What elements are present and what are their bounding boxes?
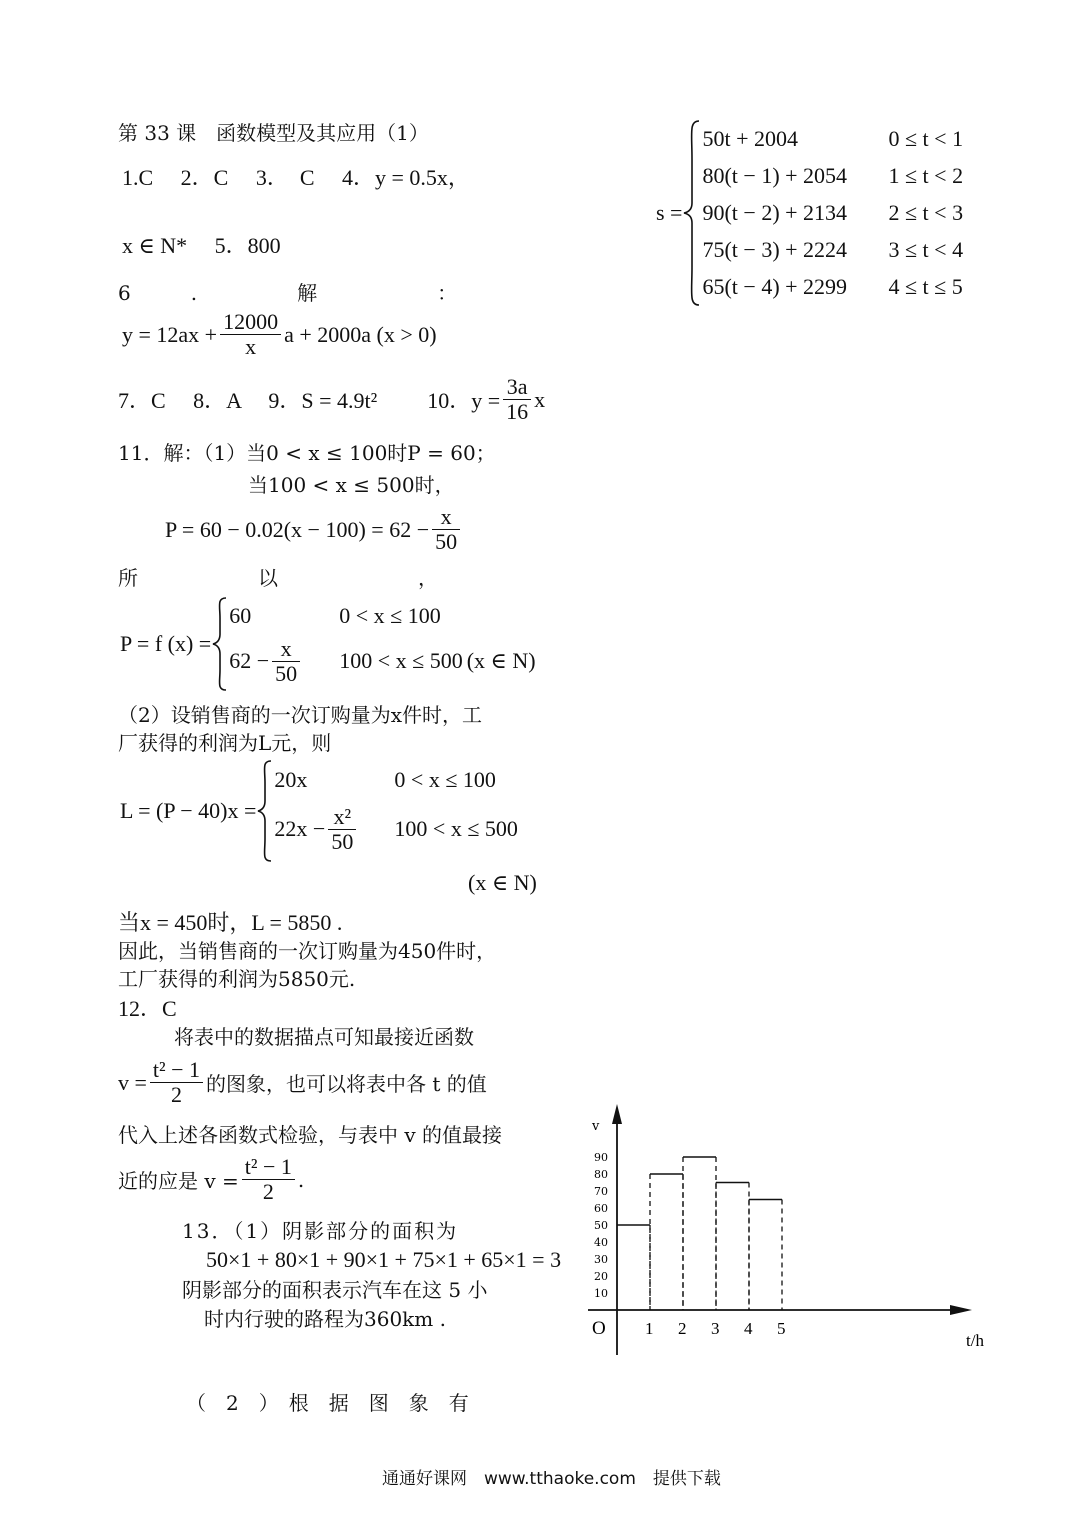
s-row [702, 195, 963, 232]
q12-line-1: 将表中的数据描点可知最接近函数 [174, 1025, 474, 1049]
q11-l-lhs: L = (P − 40)x = [120, 798, 257, 823]
footer-text: 通通好课网 www.tthaoke.com 提供下载 [382, 1469, 721, 1489]
s-rows [702, 121, 963, 306]
q12-line-4-left: 近的应是 v = [118, 1169, 239, 1193]
y-tick-label: 20 [594, 1270, 608, 1283]
q11-l-row2-den: 50 [331, 828, 354, 854]
y-tick-label: 50 [594, 1219, 608, 1232]
answers-7-9: 7．C 8．A 9．S = 4.9t² [118, 388, 378, 413]
origin-label: O [592, 1318, 606, 1339]
answer-10-left: 10．y = [427, 388, 501, 413]
q10-variable: x [534, 386, 546, 412]
q11-line-2: 当100 < x ≤ 500时， [248, 473, 455, 497]
x-tick-label: 1 [645, 1319, 654, 1338]
q11-piecewise-l [120, 758, 518, 864]
x-tick-label: 3 [711, 1319, 720, 1338]
lesson-title: 第 33 课 函数模型及其应用（1） [118, 121, 429, 145]
q11-l-domain: (x ∈ N) [468, 870, 537, 895]
y-axis-label: v [592, 1119, 600, 1134]
q12-line-3: 代入上述各函数式检验，与表中 v 的值最接 [118, 1123, 503, 1147]
q11-pf-row2-cond: 100 < x ≤ 500 [339, 648, 463, 673]
q11-l-row1-cond: 0 < x ≤ 100 [394, 767, 496, 792]
s-row-expr: 50t + 2004 [702, 126, 798, 151]
x-tick-label: 4 [744, 1319, 753, 1338]
q13-line-1: 13．（1）阴影部分的面积为 [182, 1219, 459, 1243]
q11-l-rows [274, 762, 517, 860]
q11-l-row2-expr: 22x − [274, 816, 326, 841]
y-tick-label: 70 [594, 1185, 608, 1198]
y-axis-arrow-icon [612, 1104, 622, 1124]
x-tick-label: 2 [678, 1319, 687, 1338]
q11-p-denominator: 50 [435, 529, 458, 554]
s-row-cond: 1 ≤ t < 2 [888, 163, 964, 188]
q11-result-2: 因此，当销售商的一次订购量为450件时， [118, 939, 497, 963]
q11-pf-row1-cond: 0 < x ≤ 100 [339, 603, 441, 628]
q12-denominator: 2 [170, 1082, 182, 1107]
q6-label: 6 . 解 ： [118, 281, 458, 305]
s-row [702, 158, 963, 195]
q12-v-eq: v = [118, 1069, 147, 1095]
s-lhs: s = [656, 200, 683, 225]
left-brace-icon [211, 596, 229, 692]
left-brace-icon [256, 759, 274, 863]
left-brace-icon [682, 119, 702, 307]
s-row-cond: 3 ≤ t < 4 [888, 237, 964, 262]
q11-result-1: 当x = 450时，L = 5850 . [118, 910, 343, 935]
y-tick-label: 90 [594, 1151, 608, 1164]
s-row-expr: 90(t − 2) + 2134 [702, 200, 848, 225]
q11-suoyi: 所 以 ， [118, 566, 438, 590]
q12-line-4-denominator: 2 [262, 1179, 274, 1204]
q11-part2-line-1: （2）设销售商的一次订购量为x件时，工 [118, 703, 483, 727]
q12-label: 12．C [118, 996, 177, 1021]
q11-l-row2-expr-wrap [274, 805, 394, 854]
q11-l-row1-expr: 20x [274, 767, 308, 792]
q11-pf-row1-expr: 60 [229, 603, 252, 628]
q11-p-fraction [432, 505, 460, 554]
q13-part2: （ 2 ） 根 据 图 象 有 [186, 1391, 469, 1415]
q6-fraction [220, 310, 281, 359]
q12-fraction [150, 1058, 203, 1107]
q11-l-row-2 [274, 798, 517, 860]
q11-l-row2-num: x² [328, 805, 356, 830]
y-tick-label: 80 [594, 1168, 608, 1181]
q11-l-row2-fraction [328, 805, 356, 854]
q11-pf-row2-den: 50 [275, 660, 298, 686]
q6-formula-left: y = 12ax + [122, 321, 218, 347]
q12-numerator: t² − 1 [150, 1058, 203, 1083]
s-row-expr: 75(t − 3) + 2224 [702, 237, 848, 262]
s-piecewise-formula [656, 118, 963, 308]
answers-line-1: 1.C 2．C 3． C 4．y = 0.5x， [122, 165, 470, 190]
q13-line-2: 50×1 + 80×1 + 90×1 + 75×1 + 65×1 = 3 [206, 1247, 562, 1272]
q10-numerator: 3a [503, 375, 531, 400]
q12-line-2 [118, 1058, 487, 1107]
s-row-expr: 80(t − 1) + 2054 [702, 163, 848, 188]
s-row [702, 269, 963, 306]
q11-pf-row2-expr-wrap [229, 637, 339, 686]
q11-pf-lhs: P = f (x) = [120, 631, 212, 656]
q6-numerator: 12000 [220, 310, 281, 335]
answers-line-7 [118, 375, 545, 424]
s-row [702, 121, 963, 158]
q12-line-4-fraction [242, 1155, 295, 1204]
q10-denominator: 16 [506, 399, 529, 424]
x-tick-label: 5 [777, 1319, 786, 1338]
x-axis-label: t/h [966, 1331, 984, 1350]
speed-time-chart [580, 1100, 1000, 1370]
y-tick-label: 10 [594, 1287, 608, 1300]
q10-fraction [503, 375, 531, 424]
s-row [702, 232, 963, 269]
q6-formula [122, 310, 437, 359]
s-row-cond: 0 ≤ t < 1 [888, 126, 964, 151]
q13-line-3: 阴影部分的面积表示汽车在这 5 小 [182, 1278, 488, 1302]
s-row-expr: 65(t − 4) + 2299 [702, 274, 848, 299]
q11-pf-row2-num: x [272, 637, 300, 662]
y-tick-label: 40 [594, 1236, 608, 1249]
s-row-cond: 2 ≤ t < 3 [888, 200, 964, 225]
q11-line-1: 11．解：（1）当0 < x ≤ 100时P = 60； [118, 441, 496, 465]
q11-p-equation-left: P = 60 − 0.02(x − 100) = 62 − [165, 516, 430, 542]
x-axis-arrow-icon [950, 1305, 972, 1315]
q12-line-4 [118, 1155, 304, 1204]
q11-pf-row2-fraction [272, 637, 300, 686]
s-row-cond: 4 ≤ t ≤ 5 [888, 274, 963, 299]
q11-result-3: 工厂获得的利润为5850元. [118, 967, 356, 991]
y-tick-label: 30 [594, 1253, 608, 1266]
q12-line-2-rest: 的图象，也可以将表中各 t 的值 [206, 1072, 487, 1096]
q6-formula-right: a + 2000a (x > 0) [284, 321, 437, 347]
q11-pf-row2-expr: 62 − [229, 648, 270, 673]
q12-line-4-end: . [297, 1167, 305, 1192]
q13-line-4: 时内行驶的路程为360km . [204, 1307, 446, 1331]
answers-line-2: x ∈ N* 5．800 [122, 233, 281, 258]
q6-denominator: x [245, 334, 257, 359]
q11-p-equation [165, 505, 463, 554]
q11-pf-rows [229, 599, 535, 689]
q11-part2-line-2: 厂获得的利润为L元，则 [118, 731, 332, 755]
q11-l-row2-cond: 100 < x ≤ 500 [394, 816, 518, 841]
q12-line-4-numerator: t² − 1 [242, 1155, 295, 1180]
y-tick-label: 60 [594, 1202, 608, 1215]
q11-pf-row-2 [229, 633, 535, 689]
q11-piecewise-p [120, 596, 536, 692]
q11-l-row-1 [274, 762, 517, 798]
q11-pf-row-1 [229, 599, 535, 633]
q11-pf-domain: (x ∈ N) [466, 648, 536, 673]
q11-p-numerator: x [432, 505, 460, 530]
